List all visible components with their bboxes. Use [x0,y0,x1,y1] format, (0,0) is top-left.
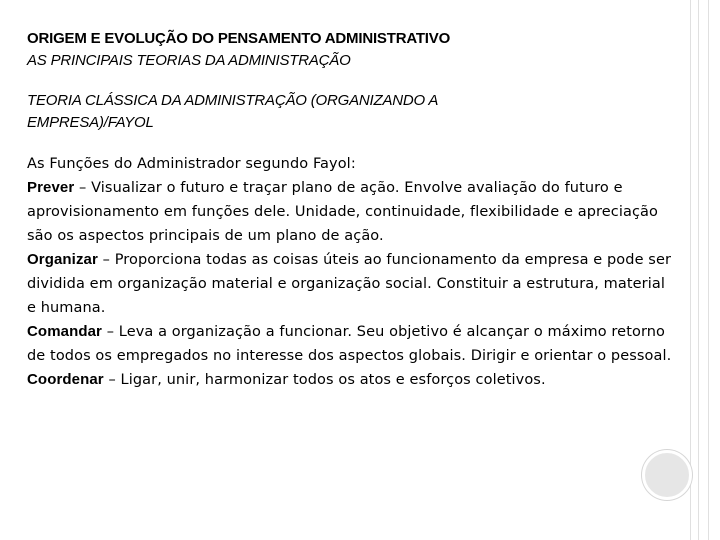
function-separator: – [101,324,119,340]
function-coordenar [27,368,677,392]
slide-content [27,28,677,392]
function-separator: – [74,180,92,196]
function-term: Coordenar [27,371,104,388]
function-description: Ligar, unir, harmonizar todos os atos e esforços coletivos. [120,372,546,388]
function-description: Leva a organização a funcionar. Seu objetivo é alcançar o máximo retorno de todos os empregados no interesse dos aspectos globais. Dirigir e orientar o pessoal. [27,324,672,364]
function-description: Visualizar o futuro e traçar plano de ação. Envolve avaliação do futuro e aprovisionamento em funções dele. Unidade, continuidade, flexibilidade e apreciação são os aspectos principais de um plano de ação. [27,180,658,244]
function-term: Organizar [27,251,98,268]
title-line-1: ORIGEM E EVOLUÇÃO DO PENSAMENTO ADMINISTRATIVO [27,30,451,47]
frame-line [708,0,709,540]
function-prever [27,176,677,248]
frame-line [690,0,691,540]
function-separator: – [97,252,115,268]
subtitle-line-1: TEORIA CLÁSSICA DA ADMINISTRAÇÃO (ORGANIZANDO A [27,92,439,109]
title-line-2: AS PRINCIPAIS TEORIAS DA ADMINISTRAÇÃO [27,52,351,69]
decorative-circle [642,450,692,500]
function-term: Comandar [27,323,102,340]
function-term: Prever [27,179,75,196]
function-separator: – [103,372,121,388]
intro-text: As Funções do Administrador segundo Fayol: [27,156,356,172]
function-organizar [27,248,677,320]
frame-line [698,0,699,540]
subtitle-line-2: EMPRESA)/FAYOL [27,114,154,131]
function-comandar [27,320,677,368]
function-description: Proporciona todas as coisas úteis ao funcionamento da empresa e pode ser dividida em organização material e organização social. Constituir a estrutura, material e humana. [27,252,672,316]
